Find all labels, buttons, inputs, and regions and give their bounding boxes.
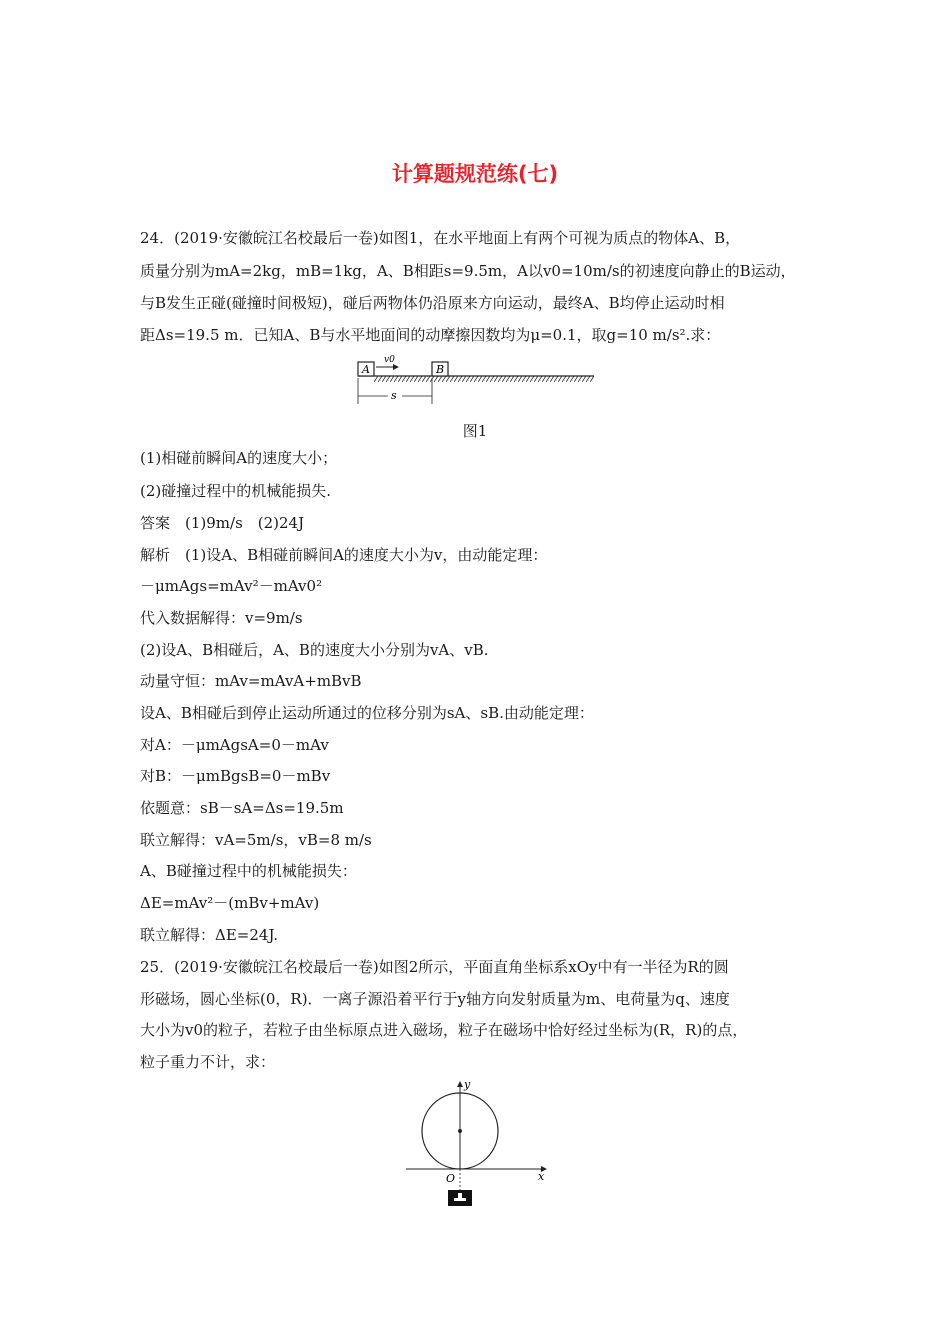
solution-line-9: 依题意：sB－sA=Δs=19.5m bbox=[140, 799, 344, 817]
q25-line-4: 粒子重力不计，求： bbox=[140, 1053, 276, 1071]
origin-label: O bbox=[446, 1172, 456, 1185]
solution-line-10: 联立解得：vA=5m/s，vB=8 m/s bbox=[140, 831, 372, 849]
solution-line-6: 设A、B相碰后到停止运动所通过的位移分别为sA、sB.由动能定理： bbox=[140, 704, 594, 722]
solution-line-5: 动量守恒：mAv=mAvA+mBvB bbox=[140, 672, 362, 690]
figure-2 bbox=[400, 1076, 560, 1208]
velocity-label: v0 bbox=[384, 355, 395, 365]
q24-line-2: 质量分别为mA=2kg，mB=1kg，A、B相距s=9.5m，A以v0=10m/s的初速度向静止的B运动， bbox=[140, 262, 796, 280]
solution-line-13: 联立解得：ΔE=24J. bbox=[140, 926, 279, 944]
solution-line-8: 对B：－μmBgsB=0－mBv bbox=[140, 767, 331, 785]
block-a-label: A bbox=[362, 363, 370, 376]
x-axis-label: x bbox=[538, 1170, 545, 1183]
figure-1-caption: 图1 bbox=[462, 422, 488, 440]
solution-line-2: －μmAgs=mAv²－mAv0² bbox=[140, 577, 323, 595]
solution-line-1: 解析 (1)设A、B相碰前瞬间A的速度大小为v，由动能定理： bbox=[140, 546, 548, 564]
q24-answer: 答案 (1)9m/s (2)24J bbox=[140, 514, 305, 532]
solution-line-12: ΔE=mAv²－(mBv+mAv) bbox=[140, 894, 320, 912]
q24-question-1: (1)相碰前瞬间A的速度大小； bbox=[140, 449, 338, 467]
solution-line-11: A、B碰撞过程中的机械能损失： bbox=[140, 862, 357, 880]
q24-line-3: 与B发生正碰(碰撞时间极短)，碰后两物体仍沿原来方向运动，最终A、B均停止运动时相 bbox=[140, 294, 725, 312]
q24-line-1: 24．(2019·安徽皖江名校最后一卷)如图1，在水平地面上有两个可视为质点的物体A、B， bbox=[140, 229, 741, 247]
y-axis-label: y bbox=[464, 1078, 471, 1091]
ground-hatch bbox=[374, 376, 594, 382]
q25-line-3: 大小为v0的粒子，若粒子由坐标原点进入磁场，粒子在磁场中恰好经过坐标为(R，R)的点， bbox=[140, 1021, 748, 1039]
q24-line-4: 距Δs=19.5 m．已知A、B与水平地面间的动摩擦因数均为μ=0.1，取g=10 m/s².求： bbox=[140, 326, 721, 344]
q25-line-2: 形磁场，圆心坐标(0，R)．一离子源沿着平行于y轴方向发射质量为m、电荷量为q、速度 bbox=[140, 990, 730, 1008]
distance-label: s bbox=[391, 389, 397, 402]
q24-question-2: (2)碰撞过程中的机械能损失. bbox=[140, 482, 332, 500]
page-title: 计算题规范练(七) bbox=[391, 162, 559, 186]
q25-line-1: 25．(2019·安徽皖江名校最后一卷)如图2所示，平面直角坐标系xOy中有一半径为R的圆 bbox=[140, 958, 729, 976]
solution-line-7: 对A：－μmAgsA=0－mAv bbox=[140, 736, 329, 754]
figure-1 bbox=[350, 352, 600, 410]
block-b-label: B bbox=[436, 363, 445, 376]
circle-center bbox=[458, 1129, 462, 1133]
solution-line-4: (2)设A、B相碰后，A、B的速度大小分别为vA、vB. bbox=[140, 641, 489, 659]
solution-line-3: 代入数据解得：v=9m/s bbox=[140, 609, 303, 627]
